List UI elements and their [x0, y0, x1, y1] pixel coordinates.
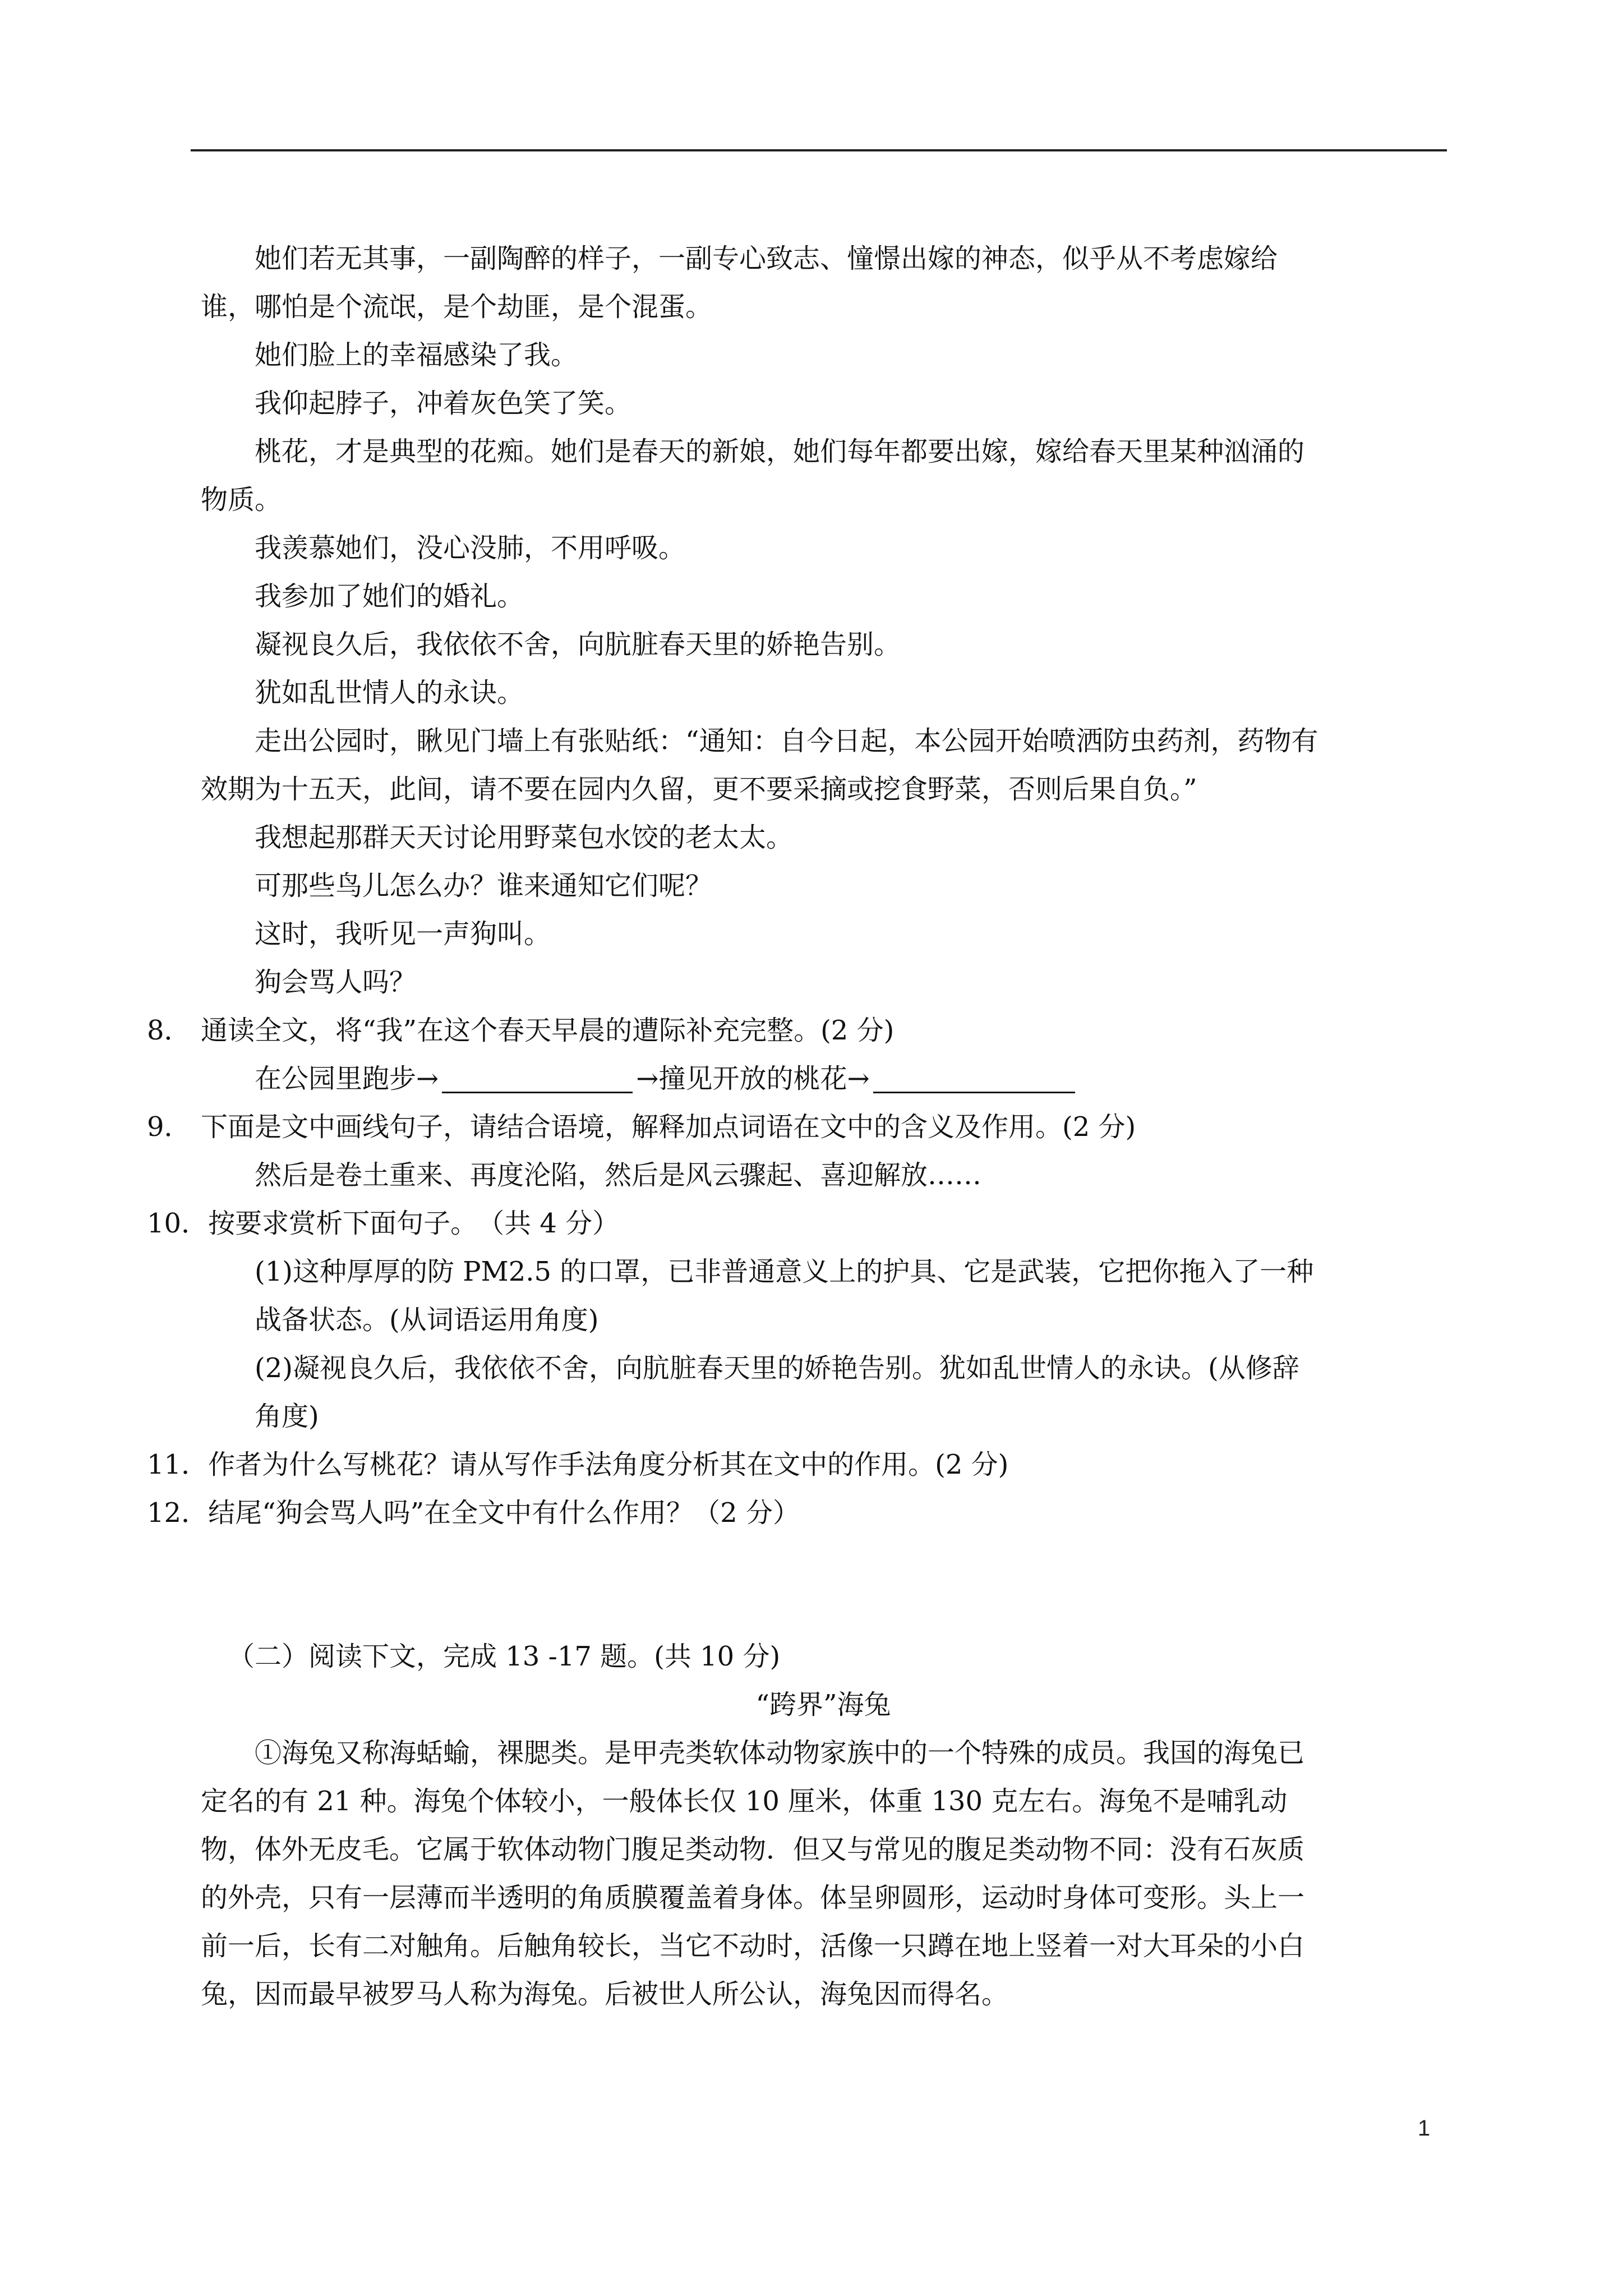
question-text: 结尾“狗会骂人吗”在全文中有什么作用？（2 分） [208, 1497, 800, 1529]
fill-start-text: 在公园里跑步 [255, 1063, 417, 1094]
question-12 [147, 1489, 1322, 1537]
story-paragraph: 凝视良久后，我依依不舍，向肮脏春天里的娇艳告别。 [255, 629, 901, 660]
question-11 [147, 1441, 1322, 1489]
question-8: 8． 通读全文，将“我”在这个春天早晨的遭际补充完整。(2 分) [147, 1015, 895, 1046]
question-9: 9． 下面是文中画线句子，请结合语境，解释加点词语在文中的含义及作用。(2 分) [147, 1111, 1136, 1143]
section-2-heading: （二）阅读下文，完成 13 -17 题。(共 10 分) [228, 1641, 781, 1672]
question-number: 11． [147, 1449, 209, 1480]
page-number: 1 [1418, 2116, 1431, 2141]
question-text: 按要求赏析下面句子。 （共 4 分） [208, 1208, 620, 1239]
header-rule [191, 149, 1447, 151]
question-text: 通读全文，将“我”在这个春天早晨的遭际补充完整。(2 分) [201, 1015, 895, 1046]
story-paragraph: 这时，我听见一声狗叫。 [255, 918, 551, 950]
answer-blank-1[interactable] [442, 1062, 633, 1093]
question-10-sub-2: (2)凝视良久后，我依依不舍，向肮脏春天里的娇艳告别。犹如乱世情人的永诀。(从修辞角度) [255, 1352, 1299, 1432]
page-content [147, 234, 1322, 2018]
arrow-icon: → [416, 1063, 439, 1094]
question-10-sub-1: (1)这种厚厚的防 PM2.5 的口罩，已非普通意义上的护具、它是武装，它把你拖入了一种战备状态。(从词语运用角度) [255, 1256, 1314, 1336]
article-paragraph-1: ①海兔又称海蛞蝓，裸腮类。是甲壳类软体动物家族中的一个特殊的成员。我国的海兔已定名的有 21 种。海兔个体较小，一般体长仅 10 厘米，体重 130 克左右。海兔不是哺乳动物，体外无皮毛。它属于软体动物门腹足类动物．但又与常见的腹足类动物不同：没有石灰质的外壳，只有一层薄而半透明的角质膜覆盖着身体。体呈卵圆形，运动时身体可变形。头上一前一后，长有二对触角。后触角较长，当它不动时，活像一只蹲在地上竖着一对大耳朵的小白兔，因而最早被罗马人称为海兔。后被世人所公认，海兔因而得名。 [201, 1737, 1305, 2010]
story-paragraph: 我羡慕她们，没心没肺，不用呼吸。 [255, 532, 686, 564]
story-paragraph: 我参加了她们的婚礼。 [255, 581, 524, 612]
story-paragraph: 狗会骂人吗？ [255, 967, 417, 998]
arrow-icon: → [636, 1063, 659, 1094]
story-paragraph: 她们脸上的幸福感染了我。 [255, 339, 578, 371]
fill-middle-text: 撞见开放的桃花 [658, 1063, 847, 1094]
question-text: 作者为什么写桃花？请从写作手法角度分析其在文中的作用。(2 分) [208, 1449, 1009, 1480]
question-8-fill-line [201, 1055, 1322, 1103]
section-gap [201, 1537, 1322, 1632]
answer-blank-2[interactable] [873, 1062, 1075, 1093]
article-title: “跨界”海兔 [755, 1689, 891, 1720]
question-9-quote: 然后是卷土重来、再度沦陷，然后是风云骤起、喜迎解放…… [255, 1159, 982, 1191]
story-paragraph: 我仰起脖子，冲着灰色笑了笑。 [255, 388, 632, 419]
story-paragraph: 桃花，才是典型的花痴。她们是春天的新娘，她们每年都要出嫁，嫁给春天里某种汹涌的物质。 [201, 436, 1305, 516]
question-number: 12． [147, 1497, 209, 1529]
question-10 [147, 1199, 1322, 1248]
question-number: 10． [147, 1208, 209, 1239]
story-paragraph: 犹如乱世情人的永诀。 [255, 677, 524, 708]
story-paragraph: 走出公园时，瞅见门墙上有张贴纸：“通知：自今日起，本公园开始喷洒防虫药剂，药物有效期为十五天，此间，请不要在园内久留，更不要采摘或挖食野菜，否则后果自负。” [201, 725, 1318, 805]
question-text: 下面是文中画线句子，请结合语境，解释加点词语在文中的含义及作用。(2 分) [201, 1111, 1136, 1143]
story-paragraph: 我想起那群天天讨论用野菜包水饺的老太太。 [255, 822, 794, 853]
story-paragraph: 她们若无其事，一副陶醉的样子，一副专心致志、憧憬出嫁的神态，似乎从不考虑嫁给谁，哪怕是个流氓，是个劫匪，是个混蛋。 [201, 243, 1278, 323]
story-paragraph: 可那些鸟儿怎么办？谁来通知它们呢？ [255, 870, 713, 901]
arrow-icon: → [847, 1063, 870, 1094]
